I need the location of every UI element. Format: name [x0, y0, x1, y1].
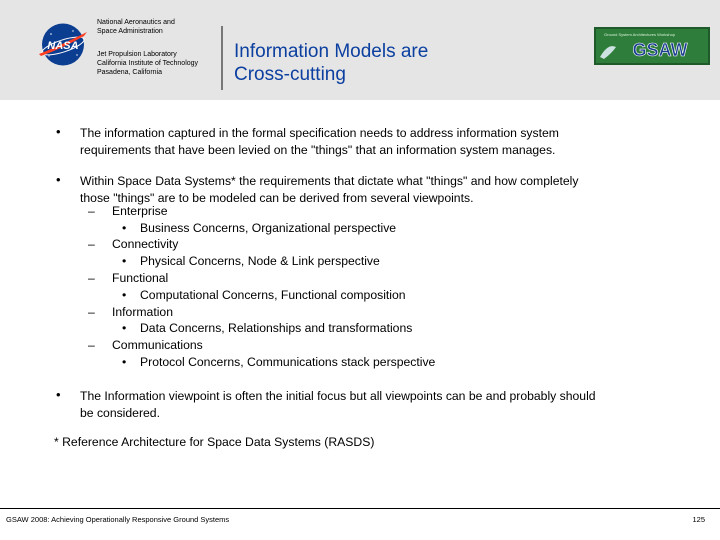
dash-marker: –: [88, 204, 95, 218]
viewpoint-detail: Business Concerns, Organizational perspective: [140, 221, 397, 235]
bullet-2: [80, 173, 690, 206]
sub-bullet-marker: •: [122, 288, 127, 302]
sub-bullet-marker: •: [122, 221, 127, 235]
sub-bullet-marker: •: [122, 254, 127, 268]
dash-marker: –: [88, 237, 95, 251]
viewpoint-communications: [88, 337, 203, 354]
bullet-2-line2: those "things" are to be modeled can be derived from several viewpoints.: [80, 190, 474, 205]
bullet-1-line2: requirements that have been levied on the "things" that an information system manages.: [80, 142, 556, 157]
lab-line2: California Institute of Technology: [97, 60, 199, 67]
bullet-3-line2: be considered.: [80, 405, 160, 420]
viewpoint-detail: Data Concerns, Relationships and transformations: [140, 321, 413, 335]
viewpoint-communications-detail: [122, 354, 435, 371]
page-number: 125: [692, 515, 705, 524]
bullet-marker: •: [56, 172, 61, 187]
agency-line1: National Aeronautics and: [97, 19, 175, 26]
title-line2: Cross-cutting: [234, 64, 346, 85]
bullet-marker: •: [56, 387, 61, 402]
viewpoint-detail: Protocol Concerns, Communications stack perspective: [140, 355, 436, 369]
bullet-1: [80, 125, 690, 158]
dash-marker: –: [88, 271, 95, 285]
viewpoint-name: Information: [112, 305, 173, 319]
footer-divider: [0, 508, 720, 509]
viewpoint-connectivity: [88, 236, 178, 253]
dash-marker: –: [88, 338, 95, 352]
viewpoint-name: Functional: [112, 271, 169, 285]
viewpoint-information-detail: [122, 320, 412, 337]
sub-bullet-marker: •: [122, 321, 127, 335]
bullet-marker: •: [56, 124, 61, 139]
bullet-3-line1: The Information viewpoint is often the initial focus but all viewpoints can be and probably should: [80, 389, 596, 403]
lab-line1: Jet Propulsion Laboratory: [97, 51, 177, 58]
viewpoint-detail: Physical Concerns, Node & Link perspective: [140, 254, 380, 268]
bullet-3: [80, 388, 690, 421]
svg-text:Ground System Architectures Wo: Ground System Architectures Workshop: [604, 32, 676, 37]
viewpoint-enterprise-detail: [122, 220, 396, 237]
footnote: * Reference Architecture for Space Data Systems (RASDS): [54, 435, 375, 449]
svg-text:GSAW: GSAW: [632, 40, 688, 60]
bullet-1-line1: The information captured in the formal specification needs to address information system: [80, 126, 559, 140]
viewpoint-functional-detail: [122, 287, 406, 304]
viewpoint-name: Communications: [112, 338, 203, 352]
footer-text: GSAW 2008: Achieving Operationally Responsive Ground Systems: [6, 515, 230, 524]
agency-line2: Space Administration: [97, 28, 163, 35]
viewpoint-functional: [88, 270, 168, 287]
viewpoint-enterprise: [88, 203, 168, 220]
sub-bullet-marker: •: [122, 355, 127, 369]
bullet-2-line1: Within Space Data Systems* the requirements that dictate what "things" and how completely: [80, 174, 579, 188]
lab-line3: Pasadena, California: [97, 69, 162, 76]
viewpoint-name: Enterprise: [112, 204, 168, 218]
viewpoint-connectivity-detail: [122, 253, 380, 270]
dash-marker: –: [88, 305, 95, 319]
title-line1: Information Models are: [234, 41, 429, 62]
svg-text:NASA: NASA: [47, 40, 79, 52]
viewpoint-information: [88, 304, 173, 321]
viewpoint-detail: Computational Concerns, Functional composition: [140, 288, 406, 302]
viewpoint-name: Connectivity: [112, 237, 179, 251]
